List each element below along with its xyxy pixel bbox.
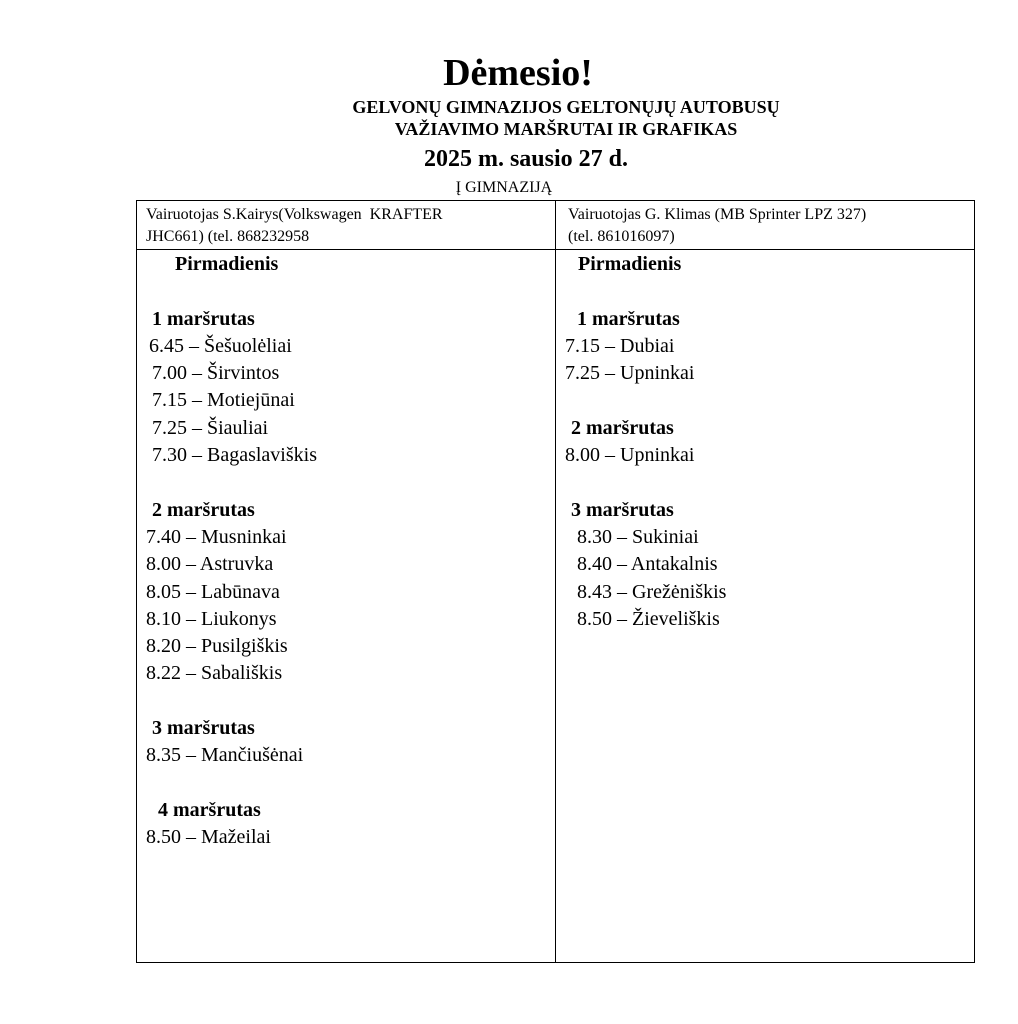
direction-label: Į GIMNAZIJĄ: [455, 179, 553, 196]
route-heading: 2 maršrutas: [571, 416, 674, 439]
day-label: Pirmadienis: [175, 253, 279, 275]
stop-item: 7.40 – Musninkai: [146, 525, 287, 548]
stop-item: 8.50 – Žieveliškis: [577, 607, 720, 630]
spacer: [137, 770, 555, 797]
stop-item: 8.40 – Antakalnis: [577, 553, 718, 576]
stop-item: 8.20 – Pusilgiškis: [146, 635, 288, 658]
stop-item: 7.15 – Motiejūnai: [152, 389, 295, 412]
stop-item: 8.00 – Astruvka: [146, 553, 274, 576]
driver-left-line2: JHC661) (tel. 868232958: [146, 228, 310, 245]
spacer: [137, 278, 555, 305]
stop-item: 7.30 – Bagaslaviškis: [152, 444, 317, 467]
driver-right-header: [568, 204, 968, 248]
stop-item: 8.05 – Labūnava: [146, 580, 280, 603]
driver-left-header: [146, 204, 546, 248]
header-divider: [137, 249, 974, 250]
driver-right-line1: Vairuotojas G. Klimas (MB Sprinter LPZ 327): [568, 206, 867, 223]
stop-item: 7.15 – Dubiai: [565, 334, 675, 357]
stop-item: 8.35 – Mančiušėnai: [146, 744, 304, 767]
spacer: [137, 688, 555, 715]
spacer: [556, 387, 974, 414]
stop-item: 8.10 – Liukonys: [146, 607, 277, 630]
stop-item: 7.25 – Upninkai: [565, 362, 695, 385]
route-heading: 1 maršrutas: [152, 307, 255, 330]
subtitle-line-1: GELVONŲ GIMNAZIJOS GELTONŲJŲ AUTOBUSŲ: [352, 97, 780, 117]
stop-item: 7.25 – Šiauliai: [152, 416, 269, 439]
route-heading: 3 maršrutas: [152, 717, 255, 740]
day-label: Pirmadienis: [578, 253, 682, 275]
schedule-date: 2025 m. sausio 27 d.: [423, 146, 629, 172]
driver-left-line1: Vairuotojas S.Kairys(Volkswagen KRAFTER: [146, 206, 443, 223]
page-title: Dėmesio!: [443, 52, 593, 94]
schedule-right-column: [556, 251, 974, 633]
stop-item: 6.45 – Šešuolėliai: [149, 334, 292, 357]
stop-item: 7.00 – Širvintos: [152, 362, 280, 385]
stop-item: 8.30 – Sukiniai: [577, 525, 699, 548]
schedule-left-column: [137, 251, 555, 852]
subtitle-line-2: VAŽIAVIMO MARŠRUTAI IR GRAFIKAS: [394, 119, 738, 139]
stop-item: 8.00 – Upninkai: [565, 444, 695, 467]
spacer: [137, 469, 555, 496]
stop-item: 8.22 – Sabališkis: [146, 662, 283, 685]
route-heading: 1 maršrutas: [577, 307, 680, 330]
stop-item: 8.50 – Mažeilai: [146, 826, 271, 849]
driver-right-line2: (tel. 861016097): [568, 228, 675, 245]
route-heading: 2 maršrutas: [152, 498, 255, 521]
route-heading: 4 maršrutas: [158, 798, 261, 821]
schedule-table: [136, 200, 975, 963]
spacer: [556, 278, 974, 305]
stop-item: 8.43 – Grežėniškis: [577, 580, 727, 603]
spacer: [556, 469, 974, 496]
route-heading: 3 maršrutas: [571, 498, 674, 521]
